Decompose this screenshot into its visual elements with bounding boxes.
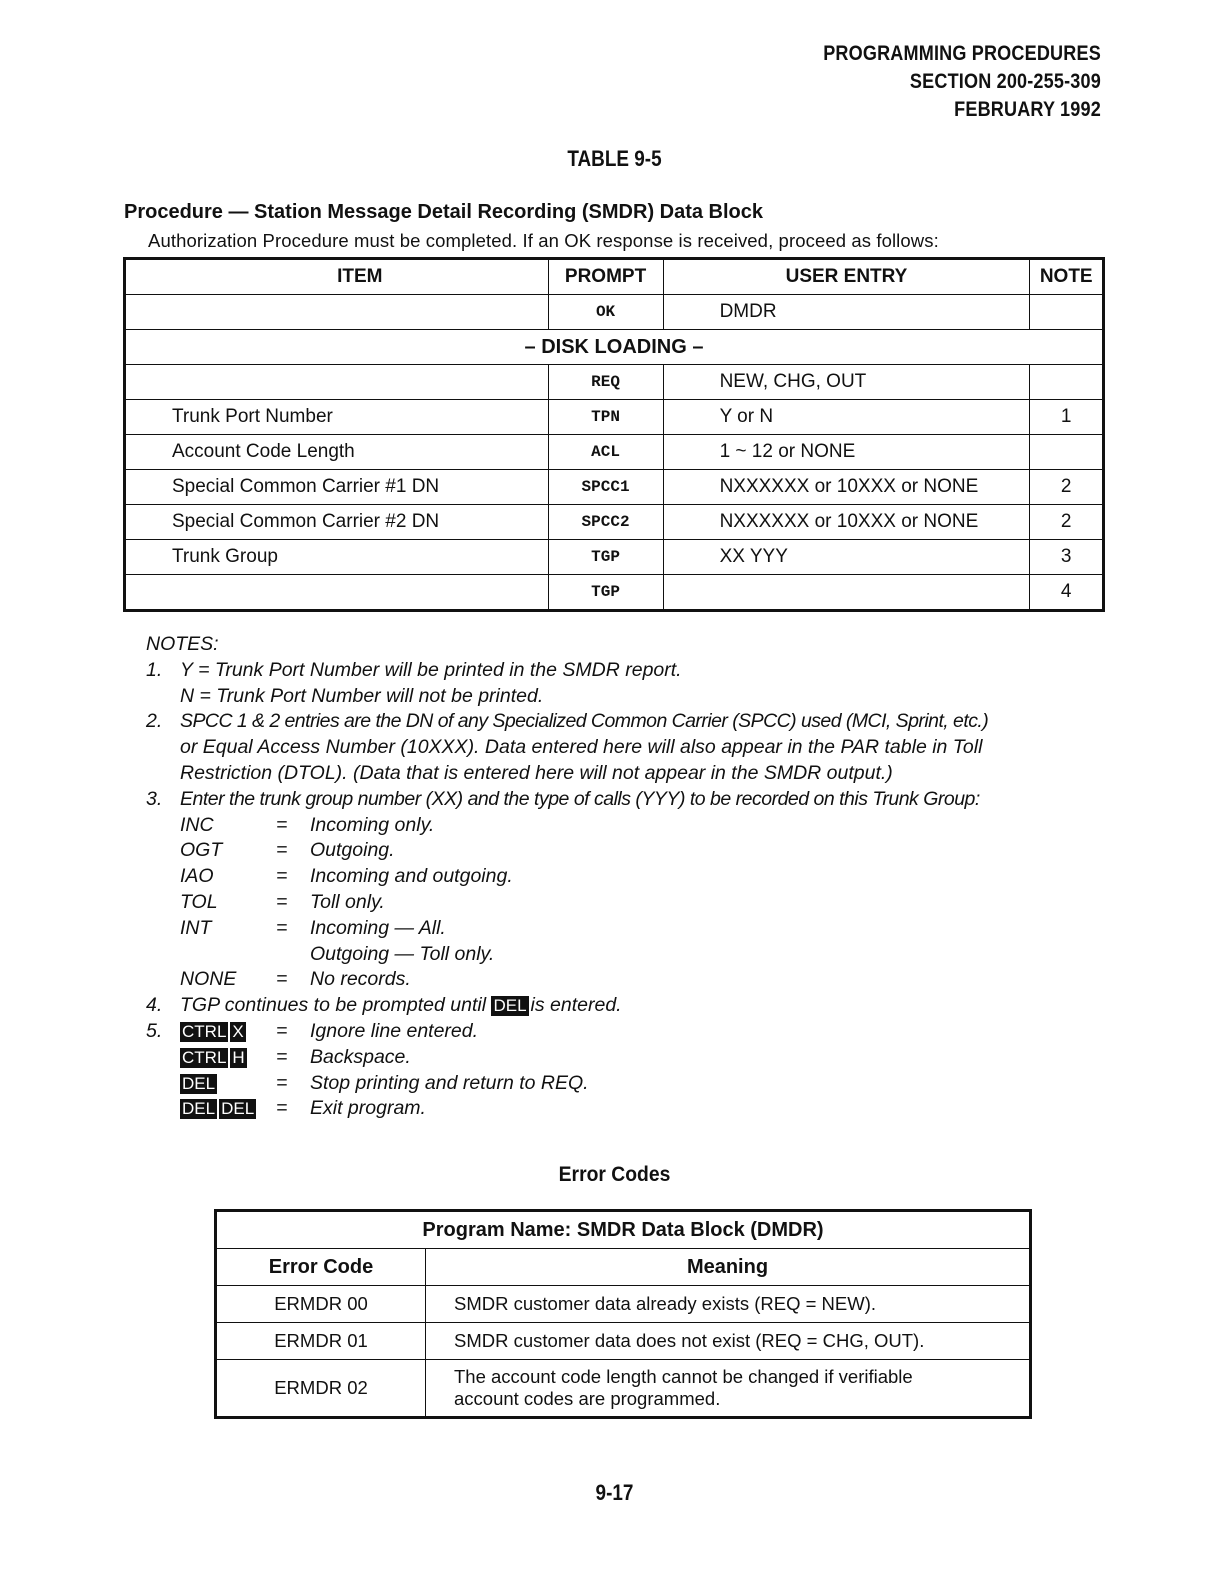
note-3 [146,787,1106,813]
h-key: H [232,1047,245,1067]
note-number: 1. [146,658,163,681]
table-row [125,400,1104,435]
meaning-line: SMDR customer data does not exist (REQ = CHG, OUT). [454,1330,925,1351]
error-code: ERMDR 02 [216,1360,426,1418]
key-row [146,1096,1106,1122]
error-meaning [426,1323,1031,1360]
row-prompt: TGP [548,575,663,611]
error-header-row [216,1249,1031,1286]
table-header-row [125,259,1104,295]
row-item: Trunk Group [125,540,549,575]
note-2 [146,709,1106,735]
note-number: 3. [146,787,163,810]
call-type-meaning: Incoming and outgoing. [310,865,513,888]
row-entry: 1 ~ 12 or NONE [663,435,1030,470]
row-item [125,295,549,330]
key-meaning: Backspace. [310,1045,411,1068]
row-note: 3 [1030,540,1104,575]
call-type-row [146,838,1106,864]
indent-spacer [146,1045,180,1071]
key-combo [180,1071,276,1097]
call-type-code: IAO [180,865,214,888]
row-item [125,365,549,400]
meaning-line: account codes are programmed. [454,1388,721,1409]
row-note [1030,365,1104,400]
call-type-code: INC [180,813,214,836]
header-line-1: PROGRAMMING PROCEDURES [823,42,1101,65]
note-text: TGP continues to be prompted until [180,994,487,1017]
note-text: Y = Trunk Port Number will be printed in the SMDR report. [180,658,682,681]
equals-sign: = [276,968,288,991]
del-key: DEL [221,1099,255,1119]
error-meaning [426,1286,1031,1323]
table-row [125,365,1104,400]
del-key: DEL [182,1073,216,1093]
program-name: Program Name: SMDR Data Block (DMDR) [216,1211,1031,1249]
procedure-subtitle: Authorization Procedure must be completed. If an OK response is received, proceed as follows: [148,230,939,251]
del-key: DEL [493,996,527,1016]
call-type-meaning: Incoming — All. [310,916,446,939]
ctrl-key: CTRL [182,1047,227,1067]
note-number: 5. [146,1019,163,1042]
row-entry: NEW, CHG, OUT [663,365,1030,400]
key-meaning: Stop printing and return to REQ. [310,1071,589,1094]
call-type-row [146,890,1106,916]
key-row [146,1071,1106,1097]
equals-sign: = [276,1019,288,1042]
call-type-row [146,916,1106,942]
page-number: 9-17 [595,1480,634,1505]
note-number: 4. [146,994,163,1017]
call-type-meaning: No records. [310,968,411,991]
header-error-code: Error Code [216,1249,426,1286]
meaning-line: SMDR customer data already exists (REQ = NEW). [454,1293,877,1314]
call-type-row [146,813,1106,839]
row-prompt: TPN [548,400,663,435]
error-meaning [426,1360,1031,1418]
notes-heading: NOTES: [146,633,219,655]
key-meaning: Exit program. [310,1097,426,1120]
row-item: Special Common Carrier #2 DN [125,505,549,540]
row-entry: NXXXXXX or 10XXX or NONE [663,470,1030,505]
table-title: TABLE 9-5 [567,146,662,171]
note-1-continued: N = Trunk Port Number will not be printed. [180,684,544,707]
header-line-2: SECTION 200-255-309 [910,70,1101,93]
note-text: is entered. [530,994,622,1017]
row-item [125,575,549,611]
key-row [146,1045,1106,1071]
row-note [1030,295,1104,330]
call-type-meaning: Outgoing. [310,839,395,862]
equals-spacer [276,942,310,968]
note-2-continued: or Equal Access Number (10XXX). Data entered here will also appear in the PAR table in Toll [180,736,983,759]
row-prompt: OK [548,295,663,330]
table-row [125,540,1104,575]
note-2-continued: Restriction (DTOL). (Data that is entered here will not appear in the SMDR output.) [180,761,893,784]
header-prompt: PROMPT [548,259,663,295]
equals-sign: = [276,1045,288,1068]
note-text: SPCC 1 & 2 entries are the DN of any Specialized Common Carrier (SPCC) used (MCI, Sprint, etc.) [180,710,989,733]
procedure-title: Procedure — Station Message Detail Recording (SMDR) Data Block [124,201,764,223]
note-4 [146,993,1106,1019]
row-entry: DMDR [663,295,1030,330]
row-item: Special Common Carrier #1 DN [125,470,549,505]
indent-spacer [146,1096,180,1122]
row-note: 1 [1030,400,1104,435]
row-entry: NXXXXXX or 10XXX or NONE [663,505,1030,540]
header-meaning: Meaning [426,1249,1031,1286]
equals-sign: = [276,865,288,888]
key-meaning: Ignore line entered. [310,1019,479,1042]
call-type-code: OGT [180,839,223,862]
x-key: X [232,1021,244,1041]
call-type-code: NONE [180,968,237,991]
equals-sign: = [276,839,288,862]
call-type-row [146,942,1106,968]
row-note [1030,435,1104,470]
key-combo [180,1019,276,1045]
page-header [823,40,1101,124]
row-entry: XX YYY [663,540,1030,575]
note-text: Enter the trunk group number (XX) and the type of calls (YYY) to be recorded on this Trunk Group: [180,787,980,810]
note-number: 2. [146,710,163,733]
row-entry: Y or N [663,400,1030,435]
row-prompt: TGP [548,540,663,575]
equals-sign: = [276,1071,288,1094]
call-type-meaning: Incoming only. [310,813,435,836]
row-note: 2 [1030,505,1104,540]
row-entry [663,575,1030,611]
call-type-row [146,864,1106,890]
error-code: ERMDR 01 [216,1323,426,1360]
table-row [125,295,1104,330]
row-prompt: REQ [548,365,663,400]
table-row [125,505,1104,540]
ctrl-key: CTRL [182,1021,227,1041]
program-name-row [216,1211,1031,1249]
error-code: ERMDR 00 [216,1286,426,1323]
note-1 [146,658,1106,684]
call-type-code: INT [180,916,212,939]
row-prompt: ACL [548,435,663,470]
header-user-entry: USER ENTRY [663,259,1030,295]
row-note: 2 [1030,470,1104,505]
notes-section [146,632,1106,1122]
error-codes-table [214,1209,1032,1419]
equals-sign: = [276,916,288,939]
table-row [125,470,1104,505]
table-row [125,435,1104,470]
row-prompt: SPCC2 [548,505,663,540]
key-combo [180,1045,276,1071]
table-row [216,1286,1031,1323]
header-item: ITEM [125,259,549,295]
call-type-meaning: Toll only. [310,890,385,913]
section-disk-loading: – DISK LOADING – [125,330,1104,365]
table-row [216,1360,1031,1418]
table-row [125,575,1104,611]
equals-sign: = [276,1097,288,1120]
call-type-row [146,967,1106,993]
key-combo [180,1096,276,1122]
equals-sign: = [276,813,288,836]
procedure-table [123,257,1105,612]
header-line-3: FEBRUARY 1992 [954,98,1101,121]
call-type-code [146,942,276,968]
row-prompt: SPCC1 [548,470,663,505]
del-key: DEL [182,1099,216,1119]
table-row [216,1323,1031,1360]
row-item: Trunk Port Number [125,400,549,435]
equals-sign: = [276,890,288,913]
call-type-code: TOL [180,890,218,913]
section-row [125,330,1104,365]
header-note: NOTE [1030,259,1104,295]
row-item: Account Code Length [125,435,549,470]
indent-spacer [146,1071,180,1097]
error-codes-title: Error Codes [558,1163,671,1186]
call-type-meaning: Outgoing — Toll only. [310,942,495,965]
meaning-line: The account code length cannot be changed if verifiable [454,1366,913,1387]
row-note: 4 [1030,575,1104,611]
key-row [146,1019,1106,1045]
